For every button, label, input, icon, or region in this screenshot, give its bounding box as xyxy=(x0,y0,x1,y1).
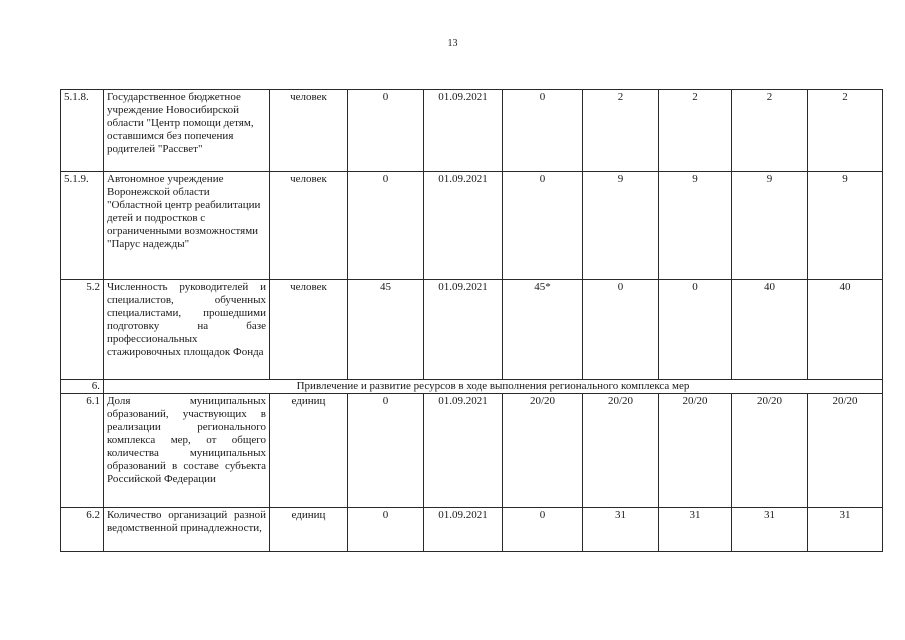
table-row xyxy=(61,508,883,552)
section-row xyxy=(61,380,883,394)
base-date: 01.09.2021 xyxy=(424,508,503,552)
base-date: 01.09.2021 xyxy=(424,280,503,380)
page-number: 13 xyxy=(447,38,458,49)
value-cell: 2 xyxy=(659,90,732,172)
table-row xyxy=(61,172,883,280)
row-number: 5.2 xyxy=(61,280,104,380)
indicator-name: Государственное бюджетное учреждение Новосибирской области "Центр помощи детям, оставшимся без попечения родителей "Рассвет" xyxy=(104,90,270,172)
indicator-name: Доля муниципальных образований, участвующих в реализации регионального комплекса мер, от общего количества муниципальных образований в составе субъекта Российской Федерации xyxy=(104,394,270,508)
unit: человек xyxy=(270,90,348,172)
value-cell: 20/20 xyxy=(808,394,883,508)
unit: человек xyxy=(270,280,348,380)
value-cell: 9 xyxy=(659,172,732,280)
row-number: 5.1.9. xyxy=(61,172,104,280)
value-cell: 9 xyxy=(808,172,883,280)
unit: единиц xyxy=(270,508,348,552)
row-number: 6.1 xyxy=(61,394,104,508)
base-value: 0 xyxy=(348,394,424,508)
table-row xyxy=(61,90,883,172)
section-title: Привлечение и развитие ресурсов в ходе выполнения регионального комплекса мер xyxy=(104,380,883,394)
unit: единиц xyxy=(270,394,348,508)
base-value: 0 xyxy=(348,90,424,172)
value-cell: 2 xyxy=(732,90,808,172)
value-cell: 40 xyxy=(732,280,808,380)
value-cell: 20/20 xyxy=(659,394,732,508)
value-cell: 31 xyxy=(659,508,732,552)
base-value: 0 xyxy=(348,172,424,280)
value-cell: 45* xyxy=(503,280,583,380)
value-cell: 20/20 xyxy=(503,394,583,508)
value-cell: 40 xyxy=(808,280,883,380)
section-number: 6. xyxy=(61,380,104,394)
indicator-name: Автономное учреждение Воронежской области "Областной центр реабилитации детей и подростков с ограниченными возможностями "Парус надежды" xyxy=(104,172,270,280)
base-date: 01.09.2021 xyxy=(424,172,503,280)
value-cell: 9 xyxy=(583,172,659,280)
indicator-name: Количество организаций разной ведомственной принадлежности, xyxy=(104,508,270,552)
value-cell: 0 xyxy=(503,172,583,280)
value-cell: 0 xyxy=(503,90,583,172)
value-cell: 2 xyxy=(583,90,659,172)
indicator-name: Численность руководителей и специалистов, обученных специалистами, прошедшими подготовку на базе профессиональных стажировочных площадок Фонда xyxy=(104,280,270,380)
unit: человек xyxy=(270,172,348,280)
value-cell: 31 xyxy=(732,508,808,552)
indicators-table xyxy=(60,89,883,552)
value-cell: 31 xyxy=(808,508,883,552)
value-cell: 2 xyxy=(808,90,883,172)
table-row xyxy=(61,280,883,380)
value-cell: 31 xyxy=(583,508,659,552)
base-value: 45 xyxy=(348,280,424,380)
table-row xyxy=(61,394,883,508)
base-date: 01.09.2021 xyxy=(424,394,503,508)
base-date: 01.09.2021 xyxy=(424,90,503,172)
base-value: 0 xyxy=(348,508,424,552)
value-cell: 9 xyxy=(732,172,808,280)
value-cell: 0 xyxy=(659,280,732,380)
row-number: 5.1.8. xyxy=(61,90,104,172)
value-cell: 20/20 xyxy=(583,394,659,508)
row-number: 6.2 xyxy=(61,508,104,552)
value-cell: 20/20 xyxy=(732,394,808,508)
value-cell: 0 xyxy=(503,508,583,552)
value-cell: 0 xyxy=(583,280,659,380)
